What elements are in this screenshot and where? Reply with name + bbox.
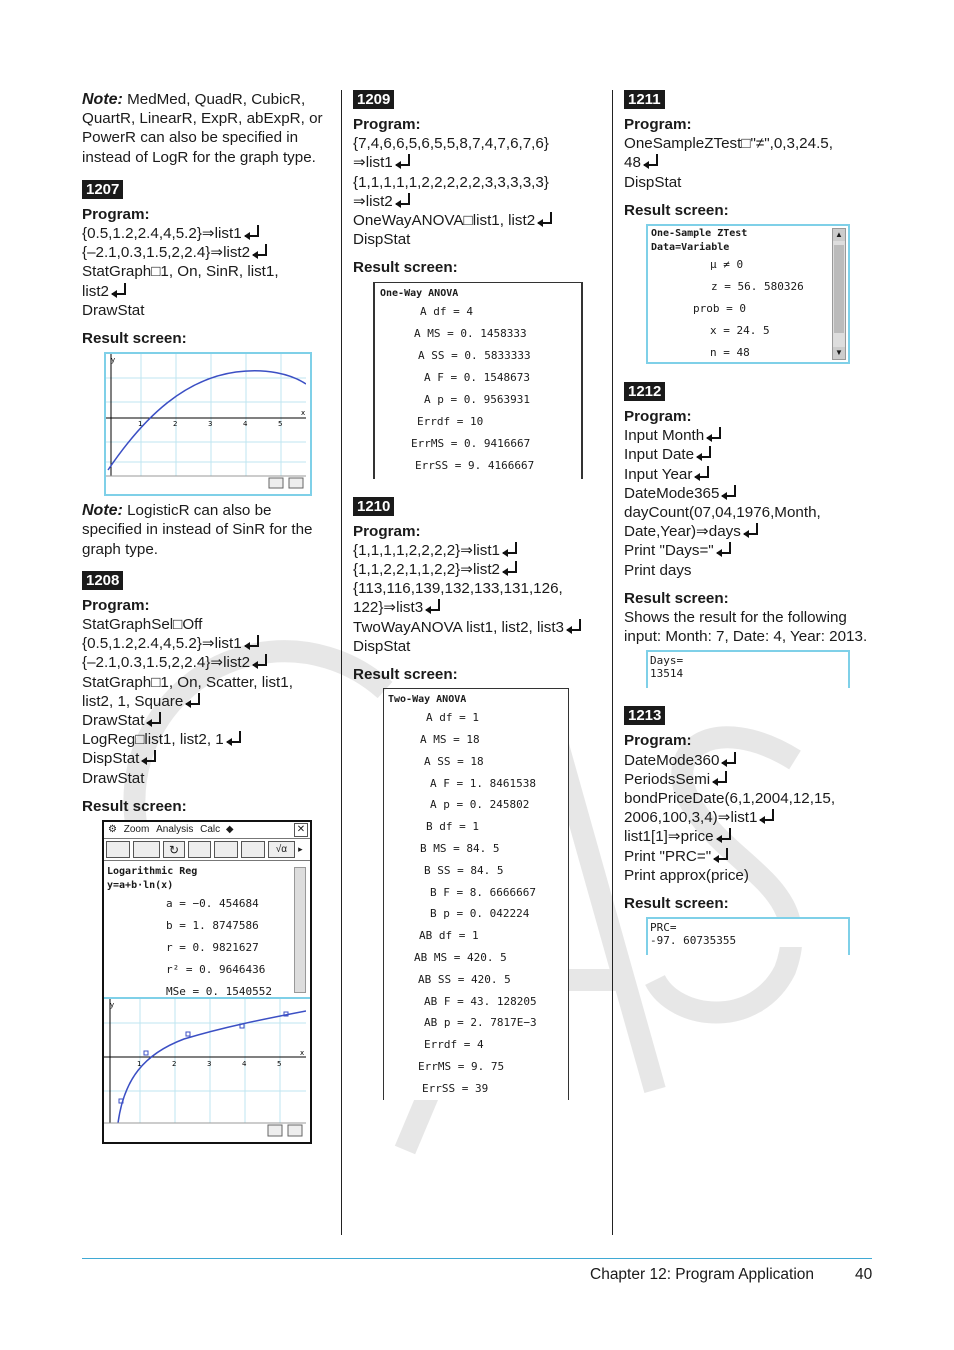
- code-line: dayCount(07,04,1976,Month,: [624, 504, 821, 522]
- gear-icon[interactable]: ⚙: [108, 824, 117, 836]
- menu-calc[interactable]: Calc: [200, 824, 221, 836]
- screen-title: One-Way ANOVA: [380, 287, 459, 299]
- program-label: Program:: [624, 408, 692, 426]
- return-icon: [567, 619, 581, 631]
- graph-editor-icon[interactable]: [133, 841, 161, 858]
- section-number-1210: 1210: [353, 497, 394, 516]
- print-line: PRC=: [650, 921, 677, 935]
- code-line: Input Date: [624, 445, 874, 464]
- refresh-icon[interactable]: ↻: [163, 841, 185, 858]
- ztest-results: [648, 254, 848, 364]
- code-line: Print approx(price): [624, 866, 749, 884]
- section-number-1209: 1209: [353, 90, 394, 109]
- result-row: A df = 4: [420, 304, 473, 318]
- return-icon: [503, 561, 517, 573]
- x-axis-label: x: [301, 409, 306, 418]
- return-icon: [245, 635, 259, 647]
- result-screen-label: Result screen:: [353, 666, 458, 684]
- return-icon: [112, 283, 126, 295]
- print-output: [648, 652, 848, 680]
- note-1-lead: Note:: [82, 91, 123, 108]
- code-line: DrawStat: [82, 711, 332, 730]
- tick-label: 2: [173, 420, 178, 429]
- tick-label: 2: [172, 1060, 177, 1069]
- column-3: [624, 88, 874, 955]
- code-line: {1,1,1,1,1,2,2,2,2,2,3,3,3,3,3}: [353, 173, 549, 191]
- result-row: n = 48: [710, 346, 750, 360]
- result-row: A MS = 0. 1458333: [414, 326, 527, 340]
- footer-chapter: Chapter 12: Program Application: [590, 1266, 815, 1283]
- result-row: B SS = 84. 5: [424, 863, 504, 877]
- window-icon[interactable]: [268, 1125, 282, 1136]
- section-number-1212: 1212: [624, 382, 665, 401]
- menu-bar: [104, 822, 310, 839]
- return-icon: [396, 193, 410, 205]
- code-line: bondPriceDate(6,1,2004,12,15,: [624, 790, 836, 808]
- return-icon: [396, 154, 410, 166]
- list-icon[interactable]: [241, 841, 265, 858]
- result-row: z = 56. 580326: [711, 280, 804, 294]
- result-row: A SS = 18: [424, 754, 484, 768]
- result-screen-label: Result screen:: [624, 895, 729, 913]
- return-icon: [186, 693, 200, 705]
- code-line: Input Year: [624, 465, 874, 484]
- column-divider: [341, 90, 342, 1235]
- anova-screen-1209: [373, 282, 583, 479]
- code-line: StatGraph□1, On, Scatter, list1,: [82, 673, 293, 691]
- result-row: A df = 1: [426, 711, 479, 725]
- reg-row: MSe = 0. 1540552: [166, 985, 272, 999]
- code-line: list2, 1, Square: [82, 692, 332, 711]
- ztest-screen-1211: [646, 224, 850, 364]
- return-icon: [695, 466, 709, 478]
- sqrt-icon[interactable]: √α: [268, 841, 296, 858]
- result-row: A MS = 18: [420, 733, 480, 747]
- result-row: B p = 0. 042224: [430, 907, 530, 921]
- result-row: μ ≠ 0: [710, 258, 744, 272]
- code-line: list1[1]⇒price: [624, 827, 874, 846]
- result-row: ErrMS = 9. 75: [418, 1060, 505, 1073]
- result-row: AB SS = 420. 5: [418, 972, 511, 986]
- code-line: {1,1,2,2,1,1,2,2}⇒list2: [353, 560, 598, 579]
- result-row: A p = 0. 9563931: [424, 392, 530, 406]
- tick-label: 3: [207, 1060, 212, 1069]
- reg-row: r = 0. 9821627: [166, 941, 259, 955]
- note-1-text: MedMed, QuadR, CubicR, QuartR, LinearR, ExpR, abExpR, or PowerR can also be specified in instead of LogR for the graph type.: [82, 91, 323, 166]
- result-screen-label: Result screen:: [353, 259, 458, 277]
- result-row: A p = 0. 245802: [430, 798, 530, 812]
- page-number: 40: [855, 1266, 873, 1283]
- screen-title: One-Sample ZTest: [651, 228, 748, 240]
- anova-screen-1210: [383, 688, 569, 1100]
- section-number-1207: 1207: [82, 180, 123, 199]
- section-number-1211: 1211: [624, 90, 665, 109]
- column-1: [82, 88, 332, 1144]
- reg-formula: y=a+b·ln(x): [107, 880, 174, 892]
- reg-row: b = 1. 8747586: [166, 919, 259, 933]
- result-row: B df = 1: [426, 820, 479, 834]
- result-row: ErrSS = 39: [422, 1081, 489, 1095]
- tick-label: 1: [138, 420, 143, 429]
- note-2: [82, 501, 332, 559]
- code-line: OneWayANOVA□list1, list2: [353, 211, 598, 230]
- code-line: OneSampleZTest□"≠",0,3,24.5,: [624, 135, 833, 153]
- result-screen-label: Result screen:: [82, 330, 187, 348]
- column-2: [353, 88, 598, 1100]
- screen-subtitle: Data=Variable: [651, 242, 730, 254]
- code-line: ⇒list2: [353, 192, 598, 211]
- result-row: AB MS = 420. 5: [414, 951, 507, 965]
- column-divider: [612, 90, 613, 1235]
- program-label: Program:: [82, 205, 150, 223]
- reg-row: a = −0. 454684: [166, 897, 259, 911]
- tick-label: 3: [208, 420, 213, 429]
- graph-screen-1207: [104, 352, 312, 496]
- anova-results: [384, 707, 568, 1099]
- code-line: DispStat: [353, 231, 411, 249]
- result-row: Errdf = 4: [424, 1038, 484, 1052]
- code-line: LogReg□list1, list2, 1: [82, 730, 332, 749]
- section-number-1208: 1208: [82, 571, 123, 590]
- price-screen-1213: [646, 917, 850, 955]
- scrollbar[interactable]: [832, 228, 846, 360]
- return-icon: [245, 225, 259, 237]
- note-2-text: LogisticR can also be specified in instead of SinR for the graph type.: [82, 502, 313, 558]
- print-line: -97. 60735355: [650, 934, 737, 948]
- tick-label: 5: [277, 1060, 282, 1069]
- close-icon[interactable]: ✕: [294, 823, 308, 837]
- code-line: list2: [82, 282, 332, 301]
- x-axis-label: x: [300, 1049, 305, 1058]
- code-line: StatGraphSel□Off: [82, 616, 203, 634]
- code-line: {0.5,1.2,2.4,4,5.2}⇒list1: [82, 634, 332, 653]
- stat-window: [104, 861, 310, 999]
- code-line: DispStat: [82, 749, 332, 768]
- return-icon: [744, 523, 758, 535]
- result-screen-label: Result screen:: [624, 589, 729, 607]
- return-icon: [722, 752, 736, 764]
- result-row: A SS = 0. 5833333: [418, 348, 531, 362]
- menu-analysis[interactable]: Analysis: [156, 824, 194, 836]
- note-2-lead: Note:: [82, 502, 123, 520]
- code-line: TwoWayANOVA list1, list2, list3: [353, 618, 598, 637]
- table-icon[interactable]: [106, 841, 130, 858]
- reg-results: [104, 893, 310, 999]
- window-icon[interactable]: [289, 478, 303, 488]
- code-line: {0.5,1.2,2.4,4,5.2}⇒list1: [82, 224, 332, 243]
- return-icon: [722, 485, 736, 497]
- return-icon: [717, 542, 731, 554]
- scroll-down-icon[interactable]: ▼: [833, 347, 845, 359]
- result-row: ErrSS = 9. 4166667: [415, 458, 535, 472]
- trace-icon[interactable]: [214, 841, 238, 858]
- return-icon: [227, 731, 241, 743]
- diamond-icon[interactable]: ◆: [225, 824, 234, 836]
- result-screen-label: Result screen:: [624, 201, 729, 219]
- scroll-thumb[interactable]: [834, 245, 844, 333]
- days-screen-1212: [646, 650, 850, 688]
- note-1: [82, 90, 332, 167]
- return-icon: [717, 828, 731, 840]
- result-row: B F = 8. 6666667: [430, 885, 536, 899]
- return-icon: [253, 244, 267, 256]
- reg-title: Logarithmic Reg: [107, 866, 198, 878]
- code-line: Print "PRC=": [624, 847, 874, 866]
- data-point: [144, 1051, 148, 1055]
- program-label: Program:: [353, 522, 421, 540]
- result-row: AB F = 43. 128205: [424, 994, 537, 1008]
- code-line: PeriodsSemi: [624, 770, 874, 789]
- result-row: x = 24. 5: [710, 324, 770, 338]
- result-screen-label: Result screen:: [82, 797, 187, 815]
- program-label: Program:: [353, 116, 421, 133]
- code-line: DispStat: [353, 637, 411, 655]
- return-icon: [713, 771, 727, 783]
- tick-label: 4: [242, 1060, 247, 1069]
- return-icon: [538, 212, 552, 224]
- calculator-screen-1208: [102, 820, 312, 1144]
- code-line: {7,4,6,6,5,6,5,5,8,7,4,7,6,7,6}: [353, 135, 549, 153]
- return-icon: [147, 712, 161, 724]
- code-line: Print "Days=": [624, 541, 874, 560]
- menu-zoom[interactable]: Zoom: [123, 824, 150, 836]
- return-icon: [714, 848, 728, 860]
- anova-results: [375, 301, 581, 477]
- screen-title: Two-Way ANOVA: [388, 694, 467, 706]
- program-label: Program:: [624, 732, 692, 750]
- code-line: {1,1,1,1,2,2,2,2}⇒list1: [353, 541, 598, 560]
- result-description: Shows the result for the following input: Month: 7, Date: 4, Year: 2013.: [624, 609, 868, 646]
- y-axis-label: y: [111, 356, 116, 365]
- return-icon: [707, 427, 721, 439]
- window-icon[interactable]: [288, 1125, 302, 1136]
- arrow-right-icon[interactable]: ▸: [298, 844, 303, 855]
- scrollbar[interactable]: [294, 867, 306, 993]
- tick-label: 4: [243, 420, 248, 429]
- code-line: DispStat: [624, 173, 682, 191]
- code-line: {–2.1,0.3,1.5,2,2.4}⇒list2: [82, 243, 332, 262]
- scroll-up-icon[interactable]: ▲: [833, 229, 845, 241]
- return-icon: [253, 654, 267, 666]
- return-icon: [697, 446, 711, 458]
- code-line: Print days: [624, 561, 692, 579]
- return-icon: [503, 542, 517, 554]
- print-line: Days=: [650, 654, 684, 668]
- code-line: Date,Year)⇒days: [624, 522, 874, 541]
- code-line: DateMode360: [624, 751, 874, 770]
- result-row: ErrMS = 0. 9416667: [411, 436, 531, 450]
- print-line: 13514: [650, 667, 684, 681]
- code-line: DrawStat: [82, 769, 145, 787]
- tick-label: 1: [137, 1060, 142, 1069]
- tick-label: 5: [278, 420, 283, 429]
- reg-row: r² = 0. 9646436: [166, 963, 266, 977]
- code-line: DateMode365: [624, 484, 874, 503]
- toolbar: [104, 839, 310, 861]
- result-row: prob = 0: [693, 302, 746, 316]
- result-row: B MS = 84. 5: [420, 842, 500, 856]
- code-line: 122}⇒list3: [353, 598, 598, 617]
- return-icon: [426, 599, 440, 611]
- code-line: {113,116,139,132,133,131,126,: [353, 580, 563, 598]
- data-point: [186, 1032, 190, 1036]
- window-icon[interactable]: [269, 478, 283, 488]
- result-row: AB p = 2. 7817E−3: [424, 1016, 537, 1030]
- result-row: Errdf = 10: [417, 414, 484, 428]
- sinr-graph: [106, 354, 306, 490]
- code-line: 2006,100,3,4)⇒list1: [624, 808, 874, 827]
- code-line: Input Month: [624, 426, 874, 445]
- log-reg-graph: [104, 999, 306, 1139]
- program-label: Program:: [82, 596, 150, 614]
- result-row: A F = 0. 1548673: [424, 370, 530, 384]
- section-number-1213: 1213: [624, 706, 665, 725]
- program-label: Program:: [624, 116, 692, 133]
- result-row: AB df = 1: [419, 929, 479, 943]
- return-icon: [142, 750, 156, 762]
- zoom-box-icon[interactable]: [188, 841, 212, 858]
- print-output: [648, 919, 848, 947]
- return-icon: [760, 809, 774, 821]
- code-line: {–2.1,0.3,1.5,2,2.4}⇒list2: [82, 653, 332, 672]
- y-axis-label: y: [110, 1001, 115, 1010]
- code-line: 48: [624, 153, 874, 172]
- code-line: DrawStat: [82, 301, 145, 319]
- code-line: ⇒list1: [353, 153, 598, 172]
- code-line: StatGraph□1, On, SinR, list1,: [82, 263, 279, 281]
- footer-rule: [82, 1258, 872, 1259]
- result-row: A F = 1. 8461538: [430, 776, 536, 790]
- return-icon: [644, 154, 658, 166]
